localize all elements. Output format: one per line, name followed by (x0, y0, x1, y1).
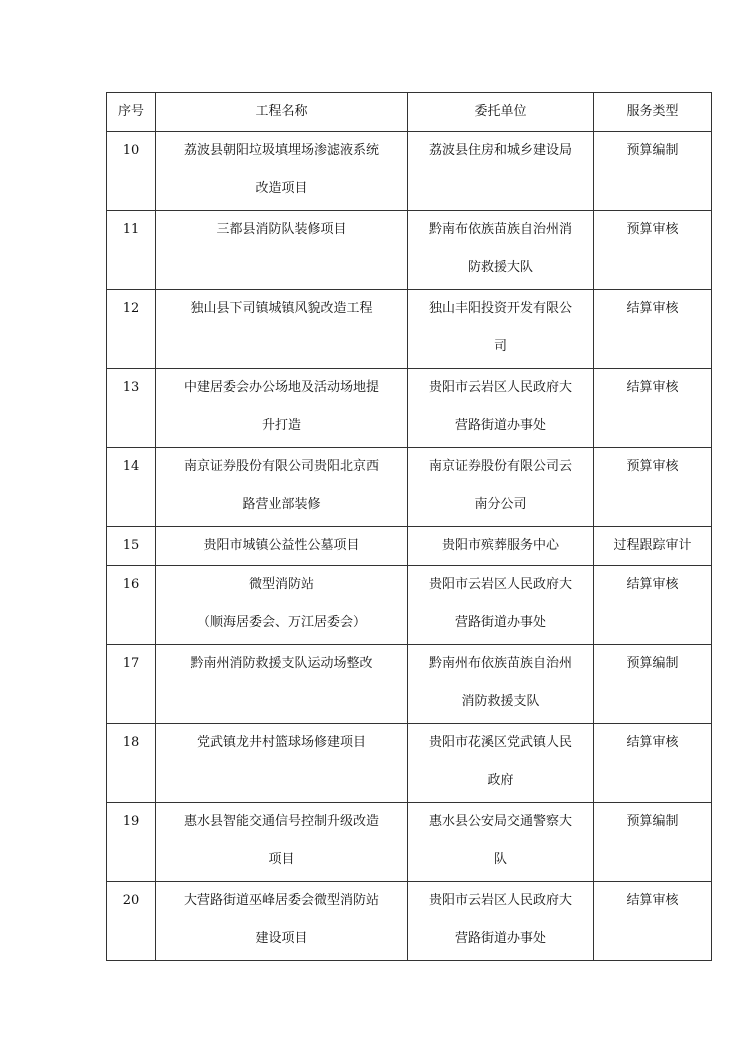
project-table (106, 92, 712, 961)
cell-project-name (156, 132, 408, 211)
table-row (107, 566, 712, 645)
cell-client (408, 882, 594, 961)
cell-service-type: 结算审核 (594, 882, 712, 961)
cell-no: 10 (107, 132, 156, 211)
project-name-line: 南京证券股份有限公司贵阳北京西 (183, 459, 379, 474)
client-line: 队 (493, 852, 507, 867)
cell-client (408, 448, 594, 527)
cell-client (408, 290, 594, 369)
header-service-type: 服务类型 (594, 93, 712, 132)
cell-no: 11 (107, 211, 156, 290)
client-line: 贵阳市花溪区党武镇人民 (428, 735, 572, 750)
cell-no: 18 (107, 724, 156, 803)
table-row (107, 803, 712, 882)
client-line: 贵阳市云岩区人民政府大 (428, 380, 572, 395)
cell-service-type: 结算审核 (594, 566, 712, 645)
cell-client (408, 724, 594, 803)
cell-project-name (156, 566, 408, 645)
cell-service-type: 预算编制 (594, 132, 712, 211)
client-line: 黔南州布依族苗族自治州 (428, 656, 572, 671)
client-line: 司 (493, 339, 507, 354)
client-line: 荔波县住房和城乡建设局 (428, 143, 572, 158)
cell-client (408, 211, 594, 290)
table-header-row (107, 93, 712, 132)
cell-client (408, 527, 594, 566)
client-line: 南京证券股份有限公司云 (428, 459, 572, 474)
client-line: 惠水县公安局交通警察大 (428, 814, 572, 829)
client-line: 独山丰阳投资开发有限公 (428, 301, 572, 316)
cell-client (408, 566, 594, 645)
client-line: 贵阳市殡葬服务中心 (441, 538, 559, 553)
cell-service-type: 预算审核 (594, 448, 712, 527)
cell-service-type: 结算审核 (594, 369, 712, 448)
cell-client (408, 369, 594, 448)
cell-project-name (156, 369, 408, 448)
cell-no: 16 (107, 566, 156, 645)
cell-no: 15 (107, 527, 156, 566)
project-name-line: （顺海居委会、万江居委会） (196, 615, 366, 630)
table-row (107, 527, 712, 566)
project-name-line: 独山县下司镇城镇风貌改造工程 (190, 301, 373, 316)
cell-service-type: 结算审核 (594, 724, 712, 803)
cell-project-name (156, 527, 408, 566)
project-name-line: 微型消防站 (248, 577, 314, 592)
cell-client (408, 645, 594, 724)
cell-no: 12 (107, 290, 156, 369)
client-line: 营路街道办事处 (454, 418, 546, 433)
client-line: 政府 (487, 773, 514, 788)
client-line: 消防救援支队 (461, 694, 540, 709)
project-name-line: 项目 (268, 852, 295, 867)
header-client: 委托单位 (408, 93, 594, 132)
project-name-line: 三都县消防队装修项目 (216, 222, 347, 237)
table-row (107, 448, 712, 527)
project-name-line: 改造项目 (255, 181, 308, 196)
cell-no: 13 (107, 369, 156, 448)
project-name-line: 惠水县智能交通信号控制升级改造 (183, 814, 379, 829)
table-row (107, 290, 712, 369)
cell-service-type: 预算审核 (594, 211, 712, 290)
project-name-line: 中建居委会办公场地及活动场地提 (183, 380, 379, 395)
header-project-name: 工程名称 (156, 93, 408, 132)
cell-service-type: 预算编制 (594, 645, 712, 724)
client-line: 防救援大队 (467, 260, 533, 275)
cell-service-type: 结算审核 (594, 290, 712, 369)
project-name-line: 路营业部装修 (242, 497, 321, 512)
table-row (107, 724, 712, 803)
cell-service-type: 过程跟踪审计 (594, 527, 712, 566)
table-row (107, 211, 712, 290)
cell-project-name (156, 882, 408, 961)
table-row (107, 369, 712, 448)
cell-client (408, 803, 594, 882)
project-name-line: 贵阳市城镇公益性公墓项目 (203, 538, 360, 553)
cell-no: 20 (107, 882, 156, 961)
cell-project-name (156, 290, 408, 369)
cell-project-name (156, 803, 408, 882)
project-name-line: 黔南州消防救援支队运动场整改 (190, 656, 373, 671)
cell-no: 14 (107, 448, 156, 527)
project-name-line: 升打造 (261, 418, 301, 433)
client-line: 营路街道办事处 (454, 615, 546, 630)
client-line: 贵阳市云岩区人民政府大 (428, 577, 572, 592)
table-row (107, 645, 712, 724)
cell-no: 17 (107, 645, 156, 724)
cell-project-name (156, 211, 408, 290)
table-body (107, 132, 712, 961)
project-name-line: 建设项目 (255, 931, 308, 946)
client-line: 南分公司 (474, 497, 527, 512)
cell-client (408, 132, 594, 211)
header-no: 序号 (107, 93, 156, 132)
cell-project-name (156, 645, 408, 724)
client-line: 营路街道办事处 (454, 931, 546, 946)
table-row (107, 132, 712, 211)
project-name-line: 党武镇龙井村篮球场修建项目 (196, 735, 366, 750)
cell-no: 19 (107, 803, 156, 882)
client-line: 贵阳市云岩区人民政府大 (428, 893, 572, 908)
cell-service-type: 预算编制 (594, 803, 712, 882)
client-line: 黔南布依族苗族自治州消 (428, 222, 572, 237)
project-name-line: 荔波县朝阳垃圾填埋场渗滤液系统 (183, 143, 379, 158)
cell-project-name (156, 448, 408, 527)
table-row (107, 882, 712, 961)
project-name-line: 大营路街道巫峰居委会微型消防站 (183, 893, 379, 908)
cell-project-name (156, 724, 408, 803)
